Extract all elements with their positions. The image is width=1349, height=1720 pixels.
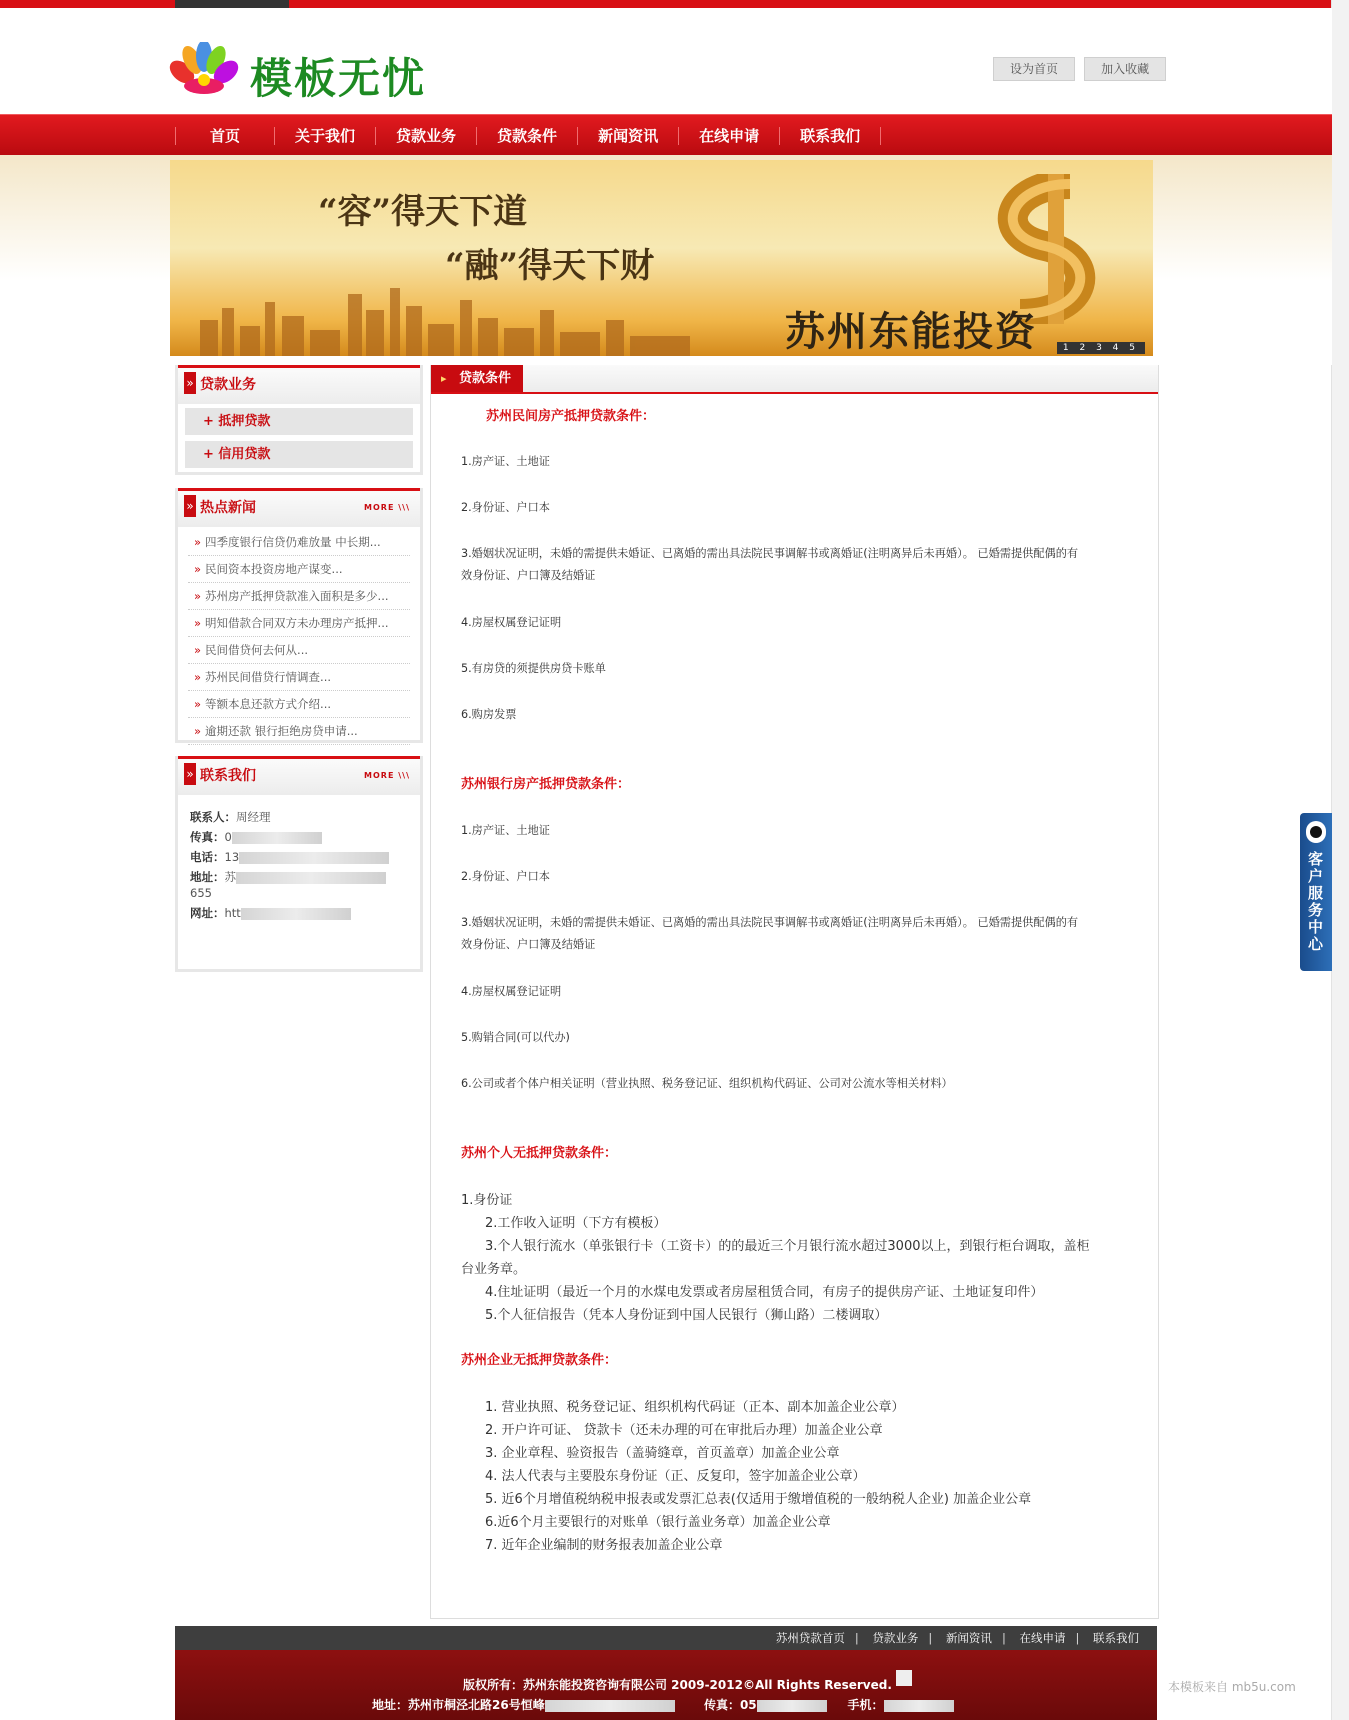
bullet-icon: »: [194, 589, 202, 603]
footer-info: [175, 1650, 1157, 1720]
article-line: 2.身份证、户口本: [461, 870, 550, 883]
redacted-address: [236, 872, 386, 884]
contact-address-cont: 655: [190, 886, 212, 900]
peacock-logo-icon: [168, 42, 240, 98]
footer-nav: 苏州贷款首页 | 贷款业务 | 新闻资讯 | 在线申请 | 联系我们: [175, 1626, 1157, 1650]
sidebar-loan-box: [175, 365, 423, 475]
bullet-icon: »: [194, 643, 202, 657]
arrow-right-icon: ▸: [441, 372, 447, 385]
bullet-icon: »: [194, 616, 202, 630]
article-line: 1. 营业执照、税务登记证、组织机构代码证（正本、副本加盖企业公章）: [485, 1400, 905, 1415]
article-line: 4.住址证明（最近一个月的水煤电发票或者房屋租赁合同，有房子的提供房产证、土地证复印件）: [485, 1285, 1044, 1300]
tab-loan-conditions: ▸ 贷款条件: [431, 365, 523, 392]
article-line: 效身份证、户口簿及结婚证: [461, 938, 596, 951]
add-favorite-button[interactable]: 加入收藏: [1084, 57, 1166, 81]
news-item[interactable]: » 逾期还款 银行拒绝房贷申请...: [188, 718, 410, 745]
double-chevron-icon: »: [184, 763, 196, 785]
footer-link-contact[interactable]: 联系我们: [1093, 1631, 1139, 1645]
double-chevron-icon: »: [184, 372, 196, 394]
main-content-header: [431, 365, 1158, 394]
site-header: [0, 8, 1332, 114]
sidebar-news-box: [175, 488, 423, 743]
news-item[interactable]: » 民间借贷何去何从...: [188, 637, 410, 664]
article-line: 1.房产证、土地证: [461, 455, 550, 468]
page-scrollbar[interactable]: [1331, 0, 1349, 1720]
article-line: 5. 近6个月增值税纳税申报表或发票汇总表(仅适用于缴增值税的一般纳税人企业) 加盖企业公章: [485, 1492, 1032, 1507]
footer-mobile: 手机：: [847, 1698, 884, 1712]
set-homepage-button[interactable]: 设为首页: [993, 57, 1075, 81]
article-line: 4.房屋权属登记证明: [461, 616, 562, 629]
article-line: 2.身份证、户口本: [461, 501, 550, 514]
footer-address: 地址：苏州市桐泾北路26号恒峰: [372, 1698, 545, 1712]
redacted-footer-mobile: [884, 1700, 954, 1712]
qq-penguin-icon: [1306, 821, 1326, 843]
customer-service-tab[interactable]: [1300, 813, 1332, 971]
article-line: 3.婚姻状况证明，未婚的需提供未婚证、已离婚的需出具法院民事调解书或离婚证(注明离异后未再婚）。 已婚需提供配偶的有: [461, 916, 1079, 929]
top-accent-dark: [175, 0, 289, 8]
section-title-enterprise-unsecured: 苏州企业无抵押贷款条件：: [461, 1353, 618, 1368]
article-line: 5.有房贷的须提供房贷卡账单: [461, 662, 606, 675]
article-line: 4.房屋权属登记证明: [461, 985, 562, 998]
contact-more-link[interactable]: MORE \\\: [364, 771, 410, 780]
sidebar-contact-box: [175, 756, 423, 972]
brand-name: 模板无忧: [250, 54, 427, 103]
main-content-panel: [430, 365, 1159, 1619]
nav-about[interactable]: 关于我们: [274, 127, 375, 145]
hero-banner[interactable]: [170, 160, 1153, 356]
nav-contact[interactable]: 联系我们: [779, 127, 881, 145]
nav-loan-conditions[interactable]: 贷款条件: [476, 127, 577, 145]
redacted-website: [241, 908, 351, 920]
nav-loan-business[interactable]: 贷款业务: [375, 127, 476, 145]
news-more-link[interactable]: MORE \\\: [364, 503, 410, 512]
nav-home[interactable]: 首页: [175, 127, 274, 145]
bullet-icon: »: [194, 562, 202, 576]
sidebar-loan-title: 贷款业务: [200, 377, 256, 393]
banner-slogan-1: “容”得天下道: [318, 192, 528, 232]
article-line: 3.婚姻状况证明，未婚的需提供未婚证、已离婚的需出具法院民事调解书或离婚证(注明离异后未再婚）。 已婚需提供配偶的有: [461, 547, 1079, 560]
article-line: 7. 近年企业编制的财务报表加盖企业公章: [485, 1538, 723, 1553]
sidebar-loan-header: [178, 365, 420, 404]
section-title-bank-mortgage: 苏州银行房产抵押贷款条件：: [461, 777, 631, 792]
article-line: 效身份证、户口簿及结婚证: [461, 569, 596, 582]
city-skyline-graphic: [170, 280, 790, 356]
banner-slogan-2: “融”得天下财: [445, 246, 655, 286]
sidebar-item-credit-loan[interactable]: + 信用贷款: [185, 441, 413, 468]
stats-icon[interactable]: [896, 1670, 912, 1686]
article-line: 6.公司或者个体户相关证明（营业执照、税务登记证、组织机构代码证、公司对公流水等相关材料）: [461, 1077, 953, 1090]
customer-service-label: 客户服务中心: [1308, 850, 1324, 953]
bullet-icon: »: [194, 724, 202, 738]
bullet-icon: »: [194, 670, 202, 684]
article-line: 3.个人银行流水（单张银行卡（工资卡）的的最近三个月银行流水超过3000以上，到银行柜台调取，盖柜: [485, 1239, 1090, 1254]
article-line: 6.近6个月主要银行的对账单（银行盖业务章）加盖企业公章: [485, 1515, 831, 1530]
article-line: 5.个人征信报告（凭本人身份证到中国人民银行（狮山路）二楼调取）: [485, 1308, 888, 1323]
sidebar-contact-header: [178, 756, 420, 795]
article-line: 2. 开户许可证、 贷款卡（还未办理的可在审批后办理）加盖企业公章: [485, 1423, 883, 1438]
article-line: 2.工作收入证明（下方有模板）: [485, 1216, 667, 1231]
sidebar-item-mortgage-loan[interactable]: + 抵押贷款: [185, 408, 413, 435]
article-line: 6.购房发票: [461, 708, 517, 721]
news-item[interactable]: » 明知借款合同双方未办理房产抵押...: [188, 610, 410, 637]
sidebar-news-title: 热点新闻: [200, 500, 256, 516]
site-logo[interactable]: [168, 38, 468, 102]
banner-pager[interactable]: 1 2 3 4 5: [1057, 342, 1145, 354]
section-title-private-mortgage: 苏州民间房产抵押贷款条件：: [486, 409, 656, 424]
sidebar-news-header: [178, 488, 420, 527]
footer-link-loan[interactable]: 贷款业务: [872, 1631, 919, 1645]
footer-link-news[interactable]: 新闻资讯: [945, 1631, 992, 1645]
redacted-phone: [239, 852, 389, 864]
news-item[interactable]: » 民间资本投资房地产谋变...: [188, 556, 410, 583]
nav-news[interactable]: 新闻资讯: [577, 127, 678, 145]
contact-person: 周经理: [236, 810, 271, 824]
article-line: 5.购销合同(可以代办): [461, 1031, 570, 1044]
top-links: [993, 57, 1170, 81]
article-line: 4. 法人代表与主要股东身份证（正、反复印，签字加盖企业公章）: [485, 1469, 866, 1484]
redacted-fax: [232, 832, 322, 844]
footer-link-home[interactable]: 苏州贷款首页: [775, 1631, 845, 1645]
footer-link-apply[interactable]: 在线申请: [1019, 1631, 1066, 1645]
main-nav: [0, 114, 1332, 156]
redacted-footer-address: [545, 1700, 675, 1712]
nav-apply[interactable]: 在线申请: [678, 127, 779, 145]
news-item[interactable]: » 等额本息还款方式介绍...: [188, 691, 410, 718]
news-item[interactable]: » 苏州房产抵押贷款准入面积是多少...: [188, 583, 410, 610]
template-watermark: 本模板来自 mb5u.com: [1168, 1680, 1296, 1694]
footer-fax: 传真：05: [703, 1698, 757, 1712]
news-item[interactable]: » 四季度银行信贷仍难放量 中长期...: [188, 529, 410, 556]
bullet-icon: »: [194, 697, 202, 711]
contact-info: 联系人：周经理 传真：0 电话：13 地址：苏 655 网址：htt: [178, 795, 420, 935]
double-chevron-icon: »: [184, 495, 196, 517]
redacted-footer-fax: [757, 1700, 827, 1712]
sidebar-contact-title: 联系我们: [200, 768, 256, 784]
article-line: 1.身份证: [461, 1193, 513, 1208]
top-accent-bar: [0, 0, 1332, 8]
article-line: 台业务章。: [461, 1262, 527, 1277]
article-line: 1.房产证、土地证: [461, 824, 550, 837]
news-item[interactable]: » 苏州民间借贷行情调查...: [188, 664, 410, 691]
bullet-icon: »: [194, 535, 202, 549]
copyright-text: 版权所有：苏州东能投资咨询有限公司 2009-2012©All Rights Reserved.: [463, 1678, 892, 1692]
section-title-personal-unsecured: 苏州个人无抵押贷款条件：: [461, 1146, 618, 1161]
article-line: 3. 企业章程、验资报告（盖骑缝章，首页盖章）加盖企业公章: [485, 1446, 840, 1461]
banner-company-name: 苏州东能投资: [785, 308, 1037, 355]
